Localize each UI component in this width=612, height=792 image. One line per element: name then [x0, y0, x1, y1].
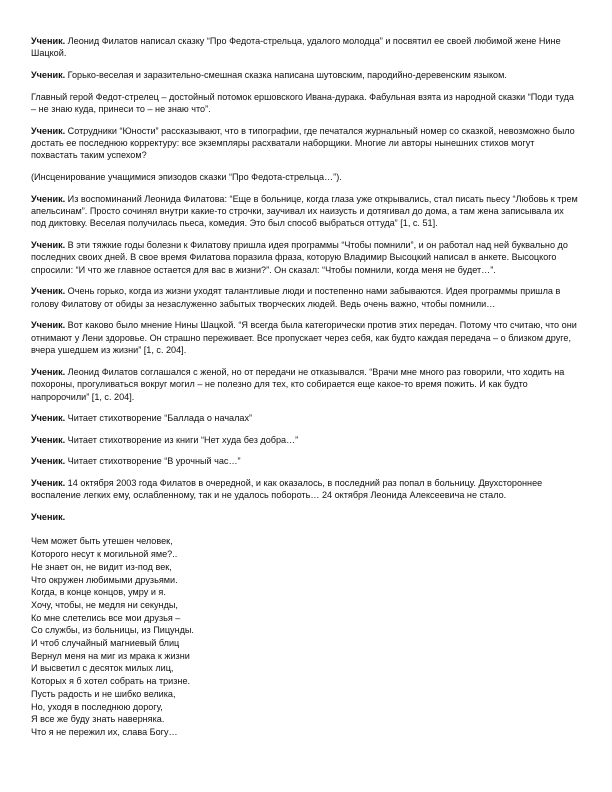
paragraph-text: Леонид Филатов написал сказку “Про Федота-стрельца, удалого молодца” и посвятил ее своей любимой жене Нине Шацкой.	[31, 36, 561, 59]
paragraph	[31, 285, 581, 310]
paragraph	[31, 319, 581, 356]
poem-speaker: Ученик.	[31, 512, 66, 522]
paragraph-text: Вот каково было мнение Нины Шацкой. “Я всегда была категорически против этих передач. Потому что считаю, что они отнимают у Лени здоровье. Он страшно переживает. Все пропускает через себя, как будто каждая передача – о близком друге, вчера ушедшем из жизни” [1, с. 204].	[31, 320, 577, 356]
paragraph-text: Читает стихотворение из книги “Нет худа без добра…”	[65, 434, 299, 445]
paragraph	[31, 434, 581, 446]
document-page	[31, 35, 581, 739]
paragraph	[31, 412, 581, 424]
paragraph	[31, 193, 581, 230]
paragraph-text: В эти тяжкие годы болезни к Филатову пришла идея программы “Чтобы помнили”, и он работал над ней буквально до последних своих дней. В свое время Филатова поразила фраза, которую Владимир Высоцкий написал в анкете. Высоцкого спросили: “И что же главное остается для вас в жизни?”. Он сказал: “Чтобы помнили, когда меня не будет…”.	[31, 240, 568, 275]
poem-line: И высветил с десяток милых лиц,	[31, 663, 174, 674]
paragraph-list	[31, 35, 581, 502]
speaker-label: Ученик.	[31, 456, 66, 467]
poem-line: Чем может быть утешен человек,	[31, 536, 173, 547]
poem-line: Пусть радость и не шибко велика,	[31, 688, 176, 699]
speaker-label: Ученик.	[31, 193, 66, 204]
poem-line: Когда, в конце концов, умру и я.	[31, 587, 166, 598]
speaker-label: Ученик.	[31, 478, 66, 488]
paragraph	[31, 171, 581, 183]
speaker-label: Ученик.	[31, 434, 66, 445]
poem-line: Которого несут к могильной яме?..	[31, 549, 178, 560]
paragraph-text: Читает стихотворение “В урочный час…”	[65, 456, 241, 467]
speaker-label: Ученик.	[31, 36, 66, 46]
poem	[31, 535, 581, 738]
speaker-label: Ученик.	[31, 320, 66, 331]
speaker-label: Ученик.	[31, 125, 66, 136]
paragraph-text: Леонид Филатов соглашался с женой, но от передачи не отказывался. “Врачи мне много раз говорили, что ходить на похороны, прогуливаться вокруг могил – не полезно для тех, кто собирается еще какое-то время пожить. И как будто напророчили” [1, с. 204].	[31, 366, 565, 402]
poem-line: Ко мне слетелись все мои друзья –	[31, 612, 181, 623]
paragraph-text: Горько-веселая и заразительно-смешная сказка написана шутовским, пародийно-деревенским языком.	[65, 70, 507, 80]
paragraph-text: (Инсценирование учащимися эпизодов сказки “Про Федота-стрельца…”).	[31, 172, 342, 182]
paragraph	[31, 35, 581, 60]
poem-line: Со службы, из больницы, из Пицунды.	[31, 625, 194, 636]
paragraph-text: Из воспоминаний Леонида Филатова: “Еще в больнице, когда глаза уже открывались, стал писать пьесу “Любовь к трем апельсинам”. Просто сочинял внутри какие-то строчки, заучивал их наизусть и дотягивал до дома, а там жена записывала их под диктовку. Веселая получилась пьеса, комедия. Это был способ выбраться оттуда” [1, с. 51].	[31, 193, 578, 229]
speaker-label: Ученик.	[31, 240, 66, 250]
paragraph-text: 14 октября 2003 года Филатов в очередной, и как оказалось, в последний раз попал в больницу. Двухстороннее воспаление легких ему, ослабленному, так и не удалось побороть… 24 октября Леонида Алексеевича не стало.	[31, 478, 543, 501]
paragraph	[31, 69, 581, 81]
poem-line: Но, уходя в последнюю дорогу,	[31, 701, 163, 712]
paragraph	[31, 239, 581, 276]
poem-line: И чтоб случайный магниевый блиц	[31, 638, 180, 649]
paragraph-text: Сотрудники “Юности” рассказывают, что в типографии, где печатался журнальный номер со сказкой, невозможно было достать ее последнюю корректуру: все экземпляры расхватали наборщики. Многие ли авторы нынешних стихов могут похвастать таким успехом?	[31, 125, 575, 161]
poem-line: Что я не пережил их, слава Богу…	[31, 726, 178, 737]
speaker-label: Ученик.	[31, 366, 66, 377]
poem-line: Вернул меня на миг из мрака к жизни	[31, 650, 190, 661]
paragraph-text: Очень горько, когда из жизни уходят талантливые люди и постепенно нами забываются. Идея программы пришла в голову Филатову от обиды за незаслуженно забытых творческих людей. Ведь очень важно, чтобы помнили…	[31, 286, 561, 309]
paragraph	[31, 477, 581, 502]
paragraph	[31, 125, 581, 162]
poem-line: Что окружен любимыми друзьями.	[31, 574, 178, 585]
paragraph-text: Главный герой Федот-стрелец – достойный потомок ершовского Ивана-дурака. Фабульная взята из народной сказки “Поди туда – не знаю куда, принеси то – не знаю что”.	[31, 91, 574, 114]
speaker-label: Ученик.	[31, 413, 66, 424]
paragraph	[31, 366, 581, 403]
poem-line: Хочу, чтобы, не медля ни секунды,	[31, 599, 178, 610]
speaker-label: Ученик.	[31, 286, 66, 297]
paragraph-text: Читает стихотворение “Баллада о началах”	[65, 413, 253, 424]
speaker-label: Ученик.	[31, 70, 66, 80]
paragraph	[31, 91, 581, 116]
poem-line: Которых я б хотел собрать на тризне.	[31, 676, 191, 687]
paragraph	[31, 455, 581, 467]
poem-line: Я все же буду знать наверняка.	[31, 714, 165, 725]
poem-line: Не знает он, не видит из-под век,	[31, 561, 172, 572]
